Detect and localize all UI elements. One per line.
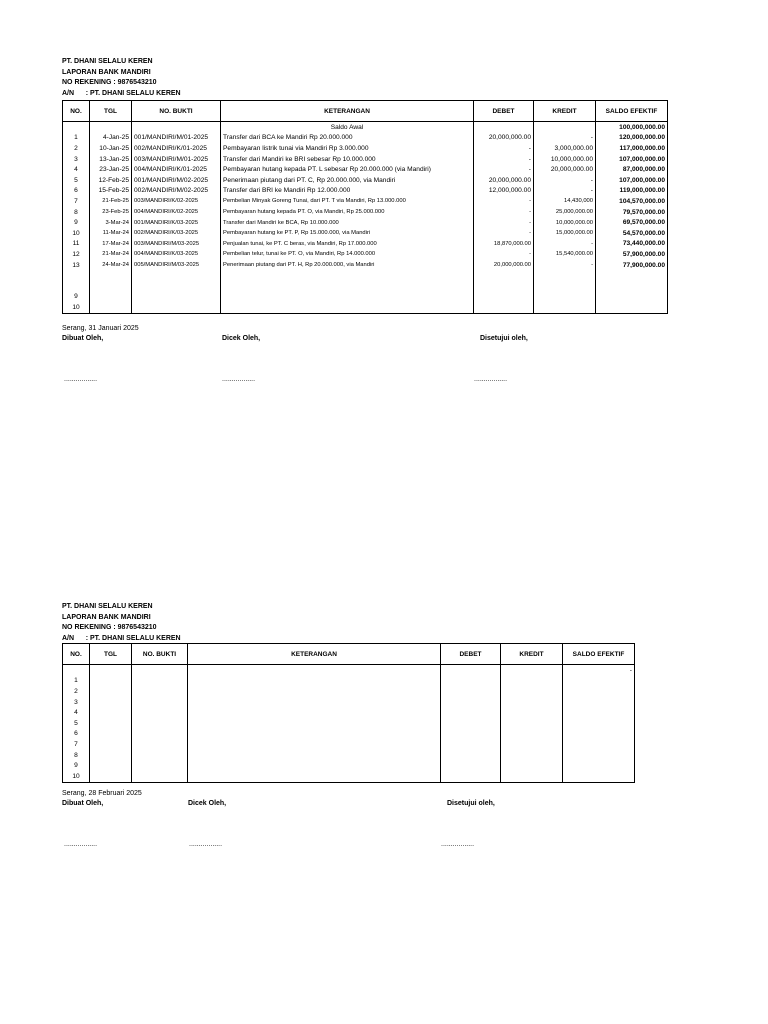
row-credit: - [534, 133, 596, 144]
account-holder: A/N : PT. DHANI SELALU KEREN [62, 634, 181, 642]
ledger-table-1 [62, 100, 668, 314]
row-balance: 104,570,000.00 [596, 196, 668, 207]
table-row [63, 207, 668, 218]
row-number: 8 [63, 207, 90, 218]
row-date: 4-Jan-25 [90, 133, 132, 144]
signature-line-approved: ................. [474, 376, 508, 383]
row-description: Pembelian telur, tunai ke PT. O, via Mandiri, Rp 14.000.000 [221, 249, 474, 260]
row-balance: 117,000,000.00 [596, 143, 668, 154]
col-credit: KREDIT [534, 101, 596, 122]
row-description: Transfer dari BRI ke Mandiri Rp 12.000.000 [221, 186, 474, 197]
row-number: 9 [63, 760, 90, 771]
table-row [63, 143, 668, 154]
report1-header [62, 57, 181, 99]
row-balance: 77,900,000.00 [596, 260, 668, 271]
row-number: 10 [63, 302, 90, 313]
table-row [63, 750, 635, 761]
signature-line-checked: ................. [222, 376, 256, 383]
opening-balance: - [563, 665, 635, 676]
account-number: NO REKENING : 9876543210 [62, 79, 157, 86]
opening-label: Saldo Awal [221, 122, 474, 133]
row-number: 7 [63, 196, 90, 207]
opening-row [63, 665, 635, 676]
table-row [63, 302, 668, 313]
col-ref: NO. BUKTI [132, 101, 221, 122]
table-row [63, 760, 635, 771]
row-description: Transfer dari Mandiri ke BCA, Rp 10.000.000 [221, 217, 474, 228]
table-row [63, 771, 635, 782]
row-ref: 001/MANDIRI/K/03-2025 [132, 217, 221, 228]
table-row [63, 228, 668, 239]
table-header-row [63, 101, 668, 122]
table-row [63, 239, 668, 250]
row-date: 12-Feb-25 [90, 175, 132, 186]
row-balance: 120,000,000.00 [596, 133, 668, 144]
row-date: 17-Mar-24 [90, 239, 132, 250]
row-number: 6 [63, 186, 90, 197]
row-ref: 002/MANDIRI/K/03-2025 [132, 228, 221, 239]
row-number: 2 [63, 686, 90, 697]
row-credit: - [534, 260, 596, 271]
table-row [63, 186, 668, 197]
row-date: 13-Jan-25 [90, 154, 132, 165]
row-ref: 001/MANDIRI/M/01-2025 [132, 133, 221, 144]
row-debit: 20,000,000.00 [474, 260, 534, 271]
company-name: PT. DHANI SELALU KEREN [62, 58, 153, 65]
col-balance: SALDO EFEKTIF [563, 644, 635, 665]
row-date: 24-Mar-24 [90, 260, 132, 271]
row-description: Pembayaran listrik tunai via Mandiri Rp 3.000.000 [221, 143, 474, 154]
row-date: 11-Mar-24 [90, 228, 132, 239]
row-number: 4 [63, 164, 90, 175]
row-credit: - [534, 175, 596, 186]
col-description: KETERANGAN [221, 101, 474, 122]
table-row [63, 196, 668, 207]
opening-balance: 100,000,000.00 [596, 122, 668, 133]
row-description: Pembelian Minyak Goreng Tunai, dari PT. T via Mandiri, Rp 13.000.000 [221, 196, 474, 207]
report-title: LAPORAN BANK MANDIRI [62, 68, 151, 76]
row-number: 9 [63, 217, 90, 228]
row-description: Penerimaan piutang dari PT. H, Rp 20.000.000, via Mandiri [221, 260, 474, 271]
row-number: 4 [63, 707, 90, 718]
col-debit: DEBET [474, 101, 534, 122]
signature-line-approved: ................. [441, 841, 475, 848]
place-date: Serang, 28 Februari 2025 [62, 790, 142, 797]
col-date: TGL [90, 101, 132, 122]
row-debit: 18,870,000.00 [474, 239, 534, 250]
table-row [63, 292, 668, 303]
checked-by-label: Dicek Oleh, [222, 335, 261, 342]
row-debit: 20,000,000.00 [474, 133, 534, 144]
row-date: 21-Feb-25 [90, 196, 132, 207]
row-credit: 10,000,000.00 [534, 217, 596, 228]
row-number: 1 [63, 133, 90, 144]
row-number: 9 [63, 292, 90, 303]
row-date: 23-Jan-25 [90, 164, 132, 175]
report2-header [62, 602, 181, 644]
row-number: 5 [63, 718, 90, 729]
row-ref: 002/MANDIRI/K/01-2025 [132, 143, 221, 154]
row-description: Transfer dari BCA ke Mandiri Rp 20.000.000 [221, 133, 474, 144]
signature-line-made: ................. [64, 376, 98, 383]
row-balance: 119,000,000.00 [596, 186, 668, 197]
row-debit: - [474, 228, 534, 239]
approved-by-label: Disetujui oleh, [447, 800, 495, 807]
row-balance: 87,000,000.00 [596, 164, 668, 175]
table-row [63, 739, 635, 750]
col-ref: NO. BUKTI [132, 644, 188, 665]
row-credit: 3,000,000.00 [534, 143, 596, 154]
row-credit: 20,000,000.00 [534, 164, 596, 175]
table-row [63, 707, 635, 718]
row-number: 5 [63, 175, 90, 186]
table-row [63, 175, 668, 186]
row-date: 10-Jan-25 [90, 143, 132, 154]
col-description: KETERANGAN [188, 644, 441, 665]
row-number: 8 [63, 750, 90, 761]
row-balance: 107,000,000.00 [596, 154, 668, 165]
row-description: Transfer dari Mandiri ke BRI sebesar Rp 10.000.000 [221, 154, 474, 165]
row-balance: 69,570,000.00 [596, 217, 668, 228]
table-row [63, 133, 668, 144]
row-debit: - [474, 207, 534, 218]
company-name: PT. DHANI SELALU KEREN [62, 603, 153, 610]
row-debit: - [474, 249, 534, 260]
row-debit: - [474, 164, 534, 175]
col-debit: DEBET [441, 644, 501, 665]
row-ref: 003/MANDIRI/M/01-2025 [132, 154, 221, 165]
table-row [63, 217, 668, 228]
report-title: LAPORAN BANK MANDIRI [62, 613, 151, 621]
row-credit: 14,430,000 [534, 196, 596, 207]
col-no: NO. [63, 101, 90, 122]
table-row [63, 686, 635, 697]
row-balance: 107,000,000.00 [596, 175, 668, 186]
table-row [63, 729, 635, 740]
table-header-row [63, 644, 635, 665]
account-number: NO REKENING : 9876543210 [62, 624, 157, 631]
row-ref: 003/MANDIRI/K/02-2025 [132, 196, 221, 207]
row-debit: - [474, 143, 534, 154]
row-number: 2 [63, 143, 90, 154]
row-number: 7 [63, 739, 90, 750]
row-number: 11 [63, 239, 90, 250]
signature-line-checked: ................. [189, 841, 223, 848]
ledger-table-2 [62, 643, 635, 783]
row-description: Pembayaran hutang kepada PT. O, via Mandiri, Rp 25.000.000 [221, 207, 474, 218]
approved-by-label: Disetujui oleh, [480, 335, 528, 342]
row-date: 3-Mar-24 [90, 217, 132, 228]
row-balance: 79,570,000.00 [596, 207, 668, 218]
checked-by-label: Dicek Oleh, [188, 800, 227, 807]
table-row [63, 249, 668, 260]
row-ref: 004/MANDIRI/K/02-2025 [132, 207, 221, 218]
table-row [63, 154, 668, 165]
row-ref: 002/MANDIRI/M/02-2025 [132, 186, 221, 197]
made-by-label: Dibuat Oleh, [62, 800, 104, 807]
row-number: 10 [63, 228, 90, 239]
row-debit: - [474, 217, 534, 228]
row-number: 3 [63, 697, 90, 708]
col-credit: KREDIT [501, 644, 563, 665]
table-row [63, 164, 668, 175]
col-date: TGL [90, 644, 132, 665]
row-debit: - [474, 196, 534, 207]
empty-row [63, 281, 668, 292]
row-number: 1 [63, 676, 90, 687]
empty-row [63, 270, 668, 281]
row-number: 6 [63, 729, 90, 740]
row-debit: 20,000,000.00 [474, 175, 534, 186]
account-holder: A/N : PT. DHANI SELALU KEREN [62, 89, 181, 97]
row-credit: 15,540,000.00 [534, 249, 596, 260]
opening-row [63, 122, 668, 133]
row-balance: 57,900,000.00 [596, 249, 668, 260]
made-by-label: Dibuat Oleh, [62, 335, 104, 342]
row-balance: 54,570,000.00 [596, 228, 668, 239]
table-row [63, 676, 635, 687]
row-description: Penerimaan piutang dari PT. C, Rp 20.000.000, via Mandiri [221, 175, 474, 186]
row-ref: 001/MANDIRI/M/02-2025 [132, 175, 221, 186]
row-credit: - [534, 239, 596, 250]
signature-line-made: ................. [64, 841, 98, 848]
row-date: 15-Feb-25 [90, 186, 132, 197]
table-row [63, 260, 668, 271]
row-credit: 25,000,000.00 [534, 207, 596, 218]
row-description: Pembayaran hutang kepada PT. L sebesar Rp 20.000.000 (via Mandiri) [221, 164, 474, 175]
row-ref: 004/MANDIRI/K/01-2025 [132, 164, 221, 175]
row-ref: 004/MANDIRI/K/03-2025 [132, 249, 221, 260]
row-date: 23-Feb-25 [90, 207, 132, 218]
row-debit: 12,000,000.00 [474, 186, 534, 197]
row-credit: 10,000,000.00 [534, 154, 596, 165]
row-debit: - [474, 154, 534, 165]
row-number: 13 [63, 260, 90, 271]
table-row [63, 697, 635, 708]
row-number: 3 [63, 154, 90, 165]
table-row [63, 718, 635, 729]
row-credit: 15,000,000.00 [534, 228, 596, 239]
row-ref: 005/MANDIRI/M/03-2025 [132, 260, 221, 271]
row-description: Penjualan tunai, ke PT. C beras, via Mandiri, Rp 17.000.000 [221, 239, 474, 250]
col-no: NO. [63, 644, 90, 665]
place-date: Serang, 31 Januari 2025 [62, 325, 139, 332]
row-description: Pembayaran hutang ke PT. P, Rp 15.000.000, via Mandiri [221, 228, 474, 239]
row-credit: - [534, 186, 596, 197]
row-balance: 73,440,000.00 [596, 239, 668, 250]
row-number: 10 [63, 771, 90, 782]
row-number: 12 [63, 249, 90, 260]
row-date: 21-Mar-24 [90, 249, 132, 260]
col-balance: SALDO EFEKTIF [596, 101, 668, 122]
row-ref: 003/MANDIRI/M/03-2025 [132, 239, 221, 250]
